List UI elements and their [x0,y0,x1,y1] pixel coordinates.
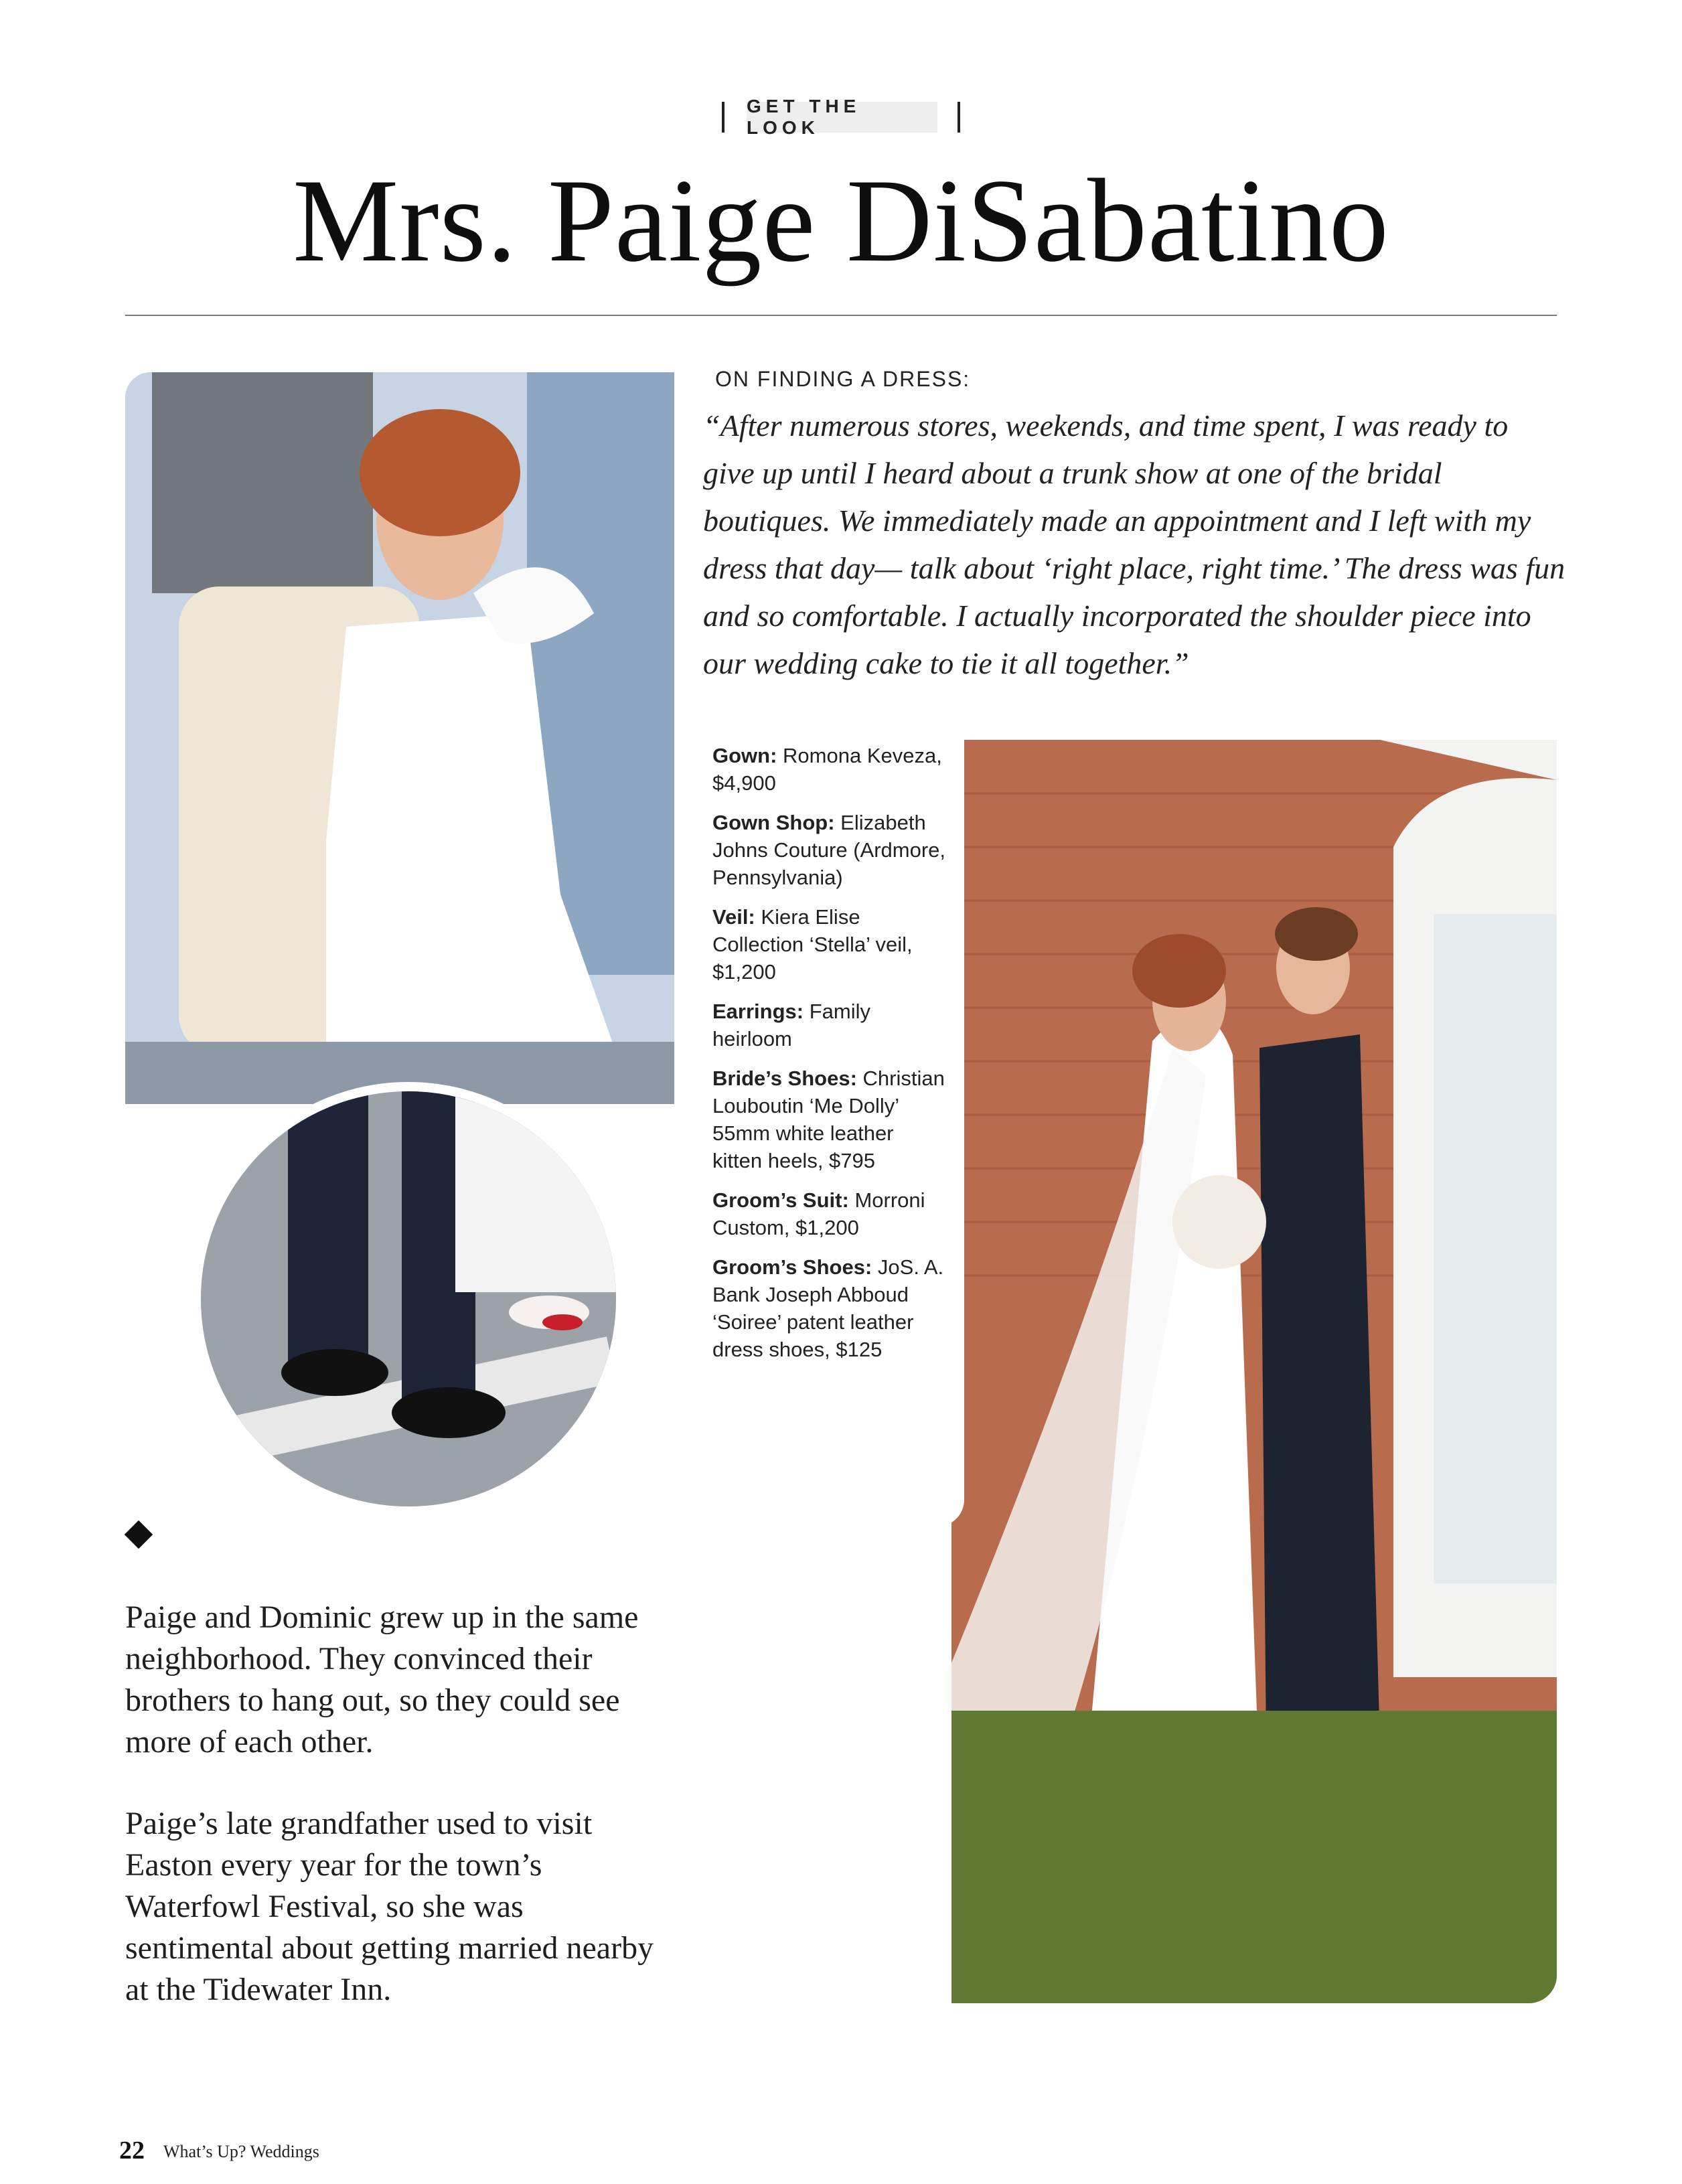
credit-earrings: Earrings: Family heirloom [712,1000,871,1050]
publication-name: What’s Up? Weddings [163,2142,319,2161]
bride-seated-photo [125,372,674,1104]
page-title: Mrs. Paige DiSabatino [293,154,1389,287]
body-paragraph-2: Paige’s late grandfather used to visit Easton every year for the town’s Waterfowl Festival, so she was sentimental about getting married nearby at the Tidewater Inn. [125,1806,654,2007]
credits-list [712,742,947,1375]
diamond-ornament-icon [125,1520,153,1549]
tag-divider-left [722,102,724,133]
shoes-circle-photo [192,1082,625,1516]
couple-photo [951,740,1557,2003]
credit-gown: Gown: Romona Keveza, $4,900 [712,744,942,795]
quote-kicker: ON FINDING A DRESS: [715,367,971,391]
page-number: 22 [119,2136,145,2165]
pull-quote: “After numerous stores, weekends, and time spent, I was ready to give up until I heard about a trunk show at one of the bridal boutiques. We immediately made an appointment and I left with my dress that day— talk about ‘right place, right time.’ The dress was fun and so comfortable. I actually incorporated the shoulder piece into our wedding cake to tie it all together.” [703,408,1565,680]
title-rule [125,315,1557,316]
credit-brides-shoes: Bride’s Shoes: Christian Louboutin ‘Me Dolly’ 55mm white leather kitten heels, $795 [712,1067,945,1172]
body-paragraph-1: Paige and Dominic grew up in the same neighborhood. They convinced their brothers to hang out, so they could see more of each other. [125,1600,639,1760]
credit-grooms-shoes: Groom’s Shoes: JoS. A. Bank Joseph Abboud ‘Soiree’ patent leather dress shoes, $125 [712,1255,944,1361]
section-tag: GET THE LOOK [747,102,937,133]
credit-gown-shop: Gown Shop: Elizabeth Johns Couture (Ardmore, Pennsylvania) [712,811,946,889]
credit-veil: Veil: Kiera Elise Collection ‘Stella’ veil, $1,200 [712,905,913,984]
tag-divider-right [958,102,960,133]
credit-grooms-suit: Groom’s Suit: Morroni Custom, $1,200 [712,1188,925,1239]
